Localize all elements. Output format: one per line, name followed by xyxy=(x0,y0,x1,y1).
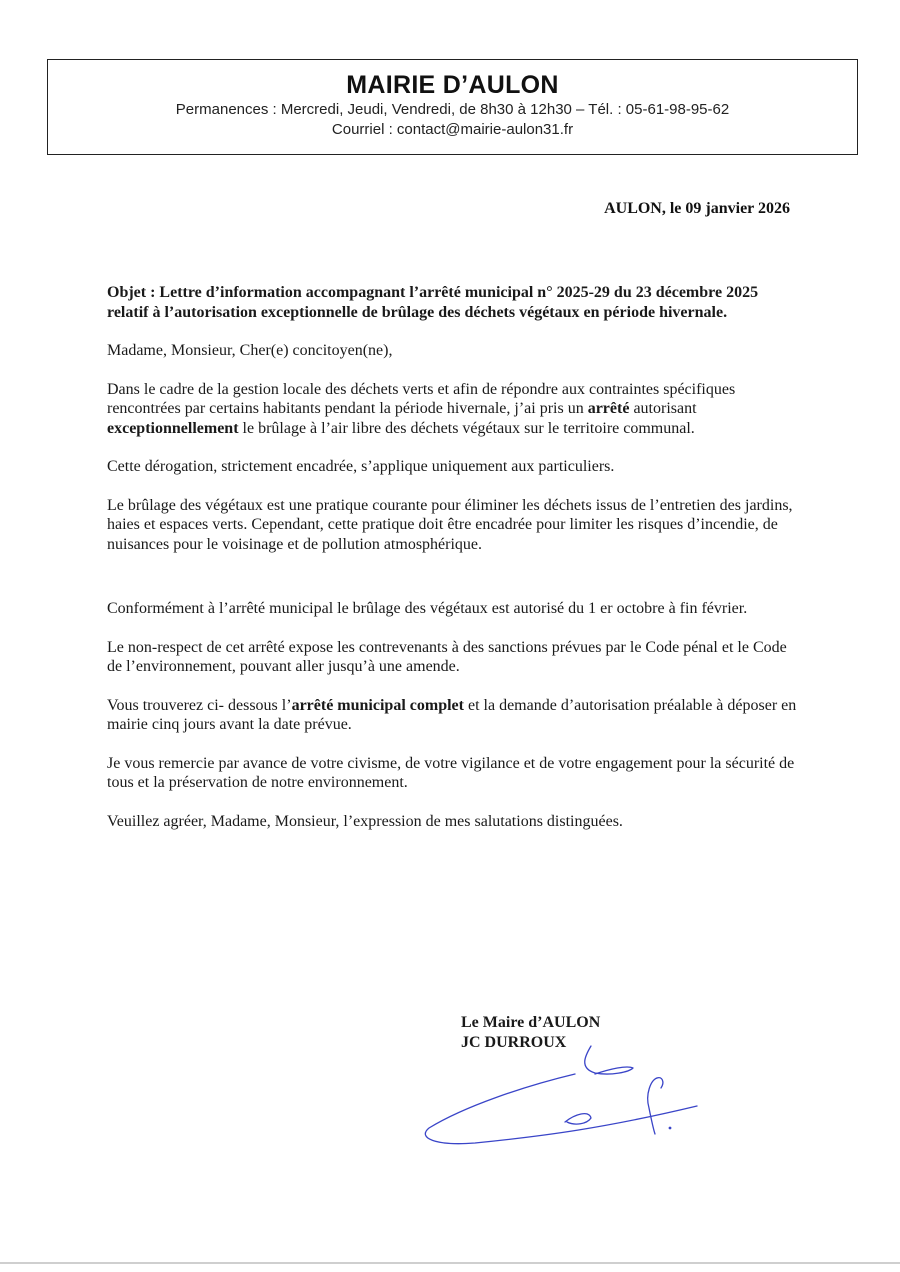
signatory-name: JC DURROUX xyxy=(461,1034,567,1051)
letterhead xyxy=(47,59,858,155)
letter-date: AULON, le 09 janvier 2026 xyxy=(604,200,790,217)
paragraph-context-text-2: autorisant xyxy=(629,400,697,417)
signatory-title: Le Maire d’AULON xyxy=(461,1014,601,1031)
letter-body xyxy=(107,283,797,850)
paragraph-period: Conformément à l’arrêté municipal le brûlage des végétaux est autorisé du 1 er octobre à fin février. xyxy=(107,600,748,617)
page-bottom-edge xyxy=(0,1262,900,1264)
paragraph-documents-text-1: Vous trouverez ci- dessous l’ xyxy=(107,696,292,714)
handwritten-signature xyxy=(415,1028,705,1153)
paragraph-context-text-1: Dans le cadre de la gestion locale des déchets verts et afin de répondre aux contraintes spécifiques rencontrées par certains habitants pendant la période hivernale, j’ai pris un xyxy=(107,380,736,417)
paragraph-documents xyxy=(107,696,797,735)
paragraph-derogation: Cette dérogation, strictement encadrée, s’applique uniquement aux particuliers. xyxy=(107,458,615,475)
paragraph-practice: Le brûlage des végétaux est une pratique courante pour éliminer les déchets issus de l’entretien des jardins, haies et espaces verts. Cependant, cette pratique doit être encadrée pour limiter les risques d’incendie, de nuisances pour le voisinage et de pollution atmosphérique. xyxy=(107,496,793,553)
paragraph-documents-text-2: et la demande d’autorisation préalable à déposer en mairie cinq jours avant la date prévue. xyxy=(107,696,797,733)
paragraph-context xyxy=(107,380,797,439)
contact-email: Courriel : contact@mairie-aulon31.fr xyxy=(331,121,574,138)
bold-arrete: arrêté xyxy=(587,400,630,417)
paragraph-context-text-3: le brûlage à l’air libre des déchets végétaux sur le territoire communal. xyxy=(238,419,695,437)
closing-formula: Veuillez agréer, Madame, Monsieur, l’expression de mes salutations distinguées. xyxy=(107,812,623,830)
town-hall-title: MAIRIE D’AULON xyxy=(346,71,559,99)
bold-exceptionnellement: exceptionnellement xyxy=(107,419,239,437)
paragraph-sanctions: Le non-respect de cet arrêté expose les contrevenants à des sanctions prévues par le Code pénal et le Code de l’environnement, pouvant aller jusqu’à une amende. xyxy=(107,638,787,675)
salutation: Madame, Monsieur, Cher(e) concitoyen(ne), xyxy=(107,342,393,359)
bold-arrete-complet: arrêté municipal complet xyxy=(291,696,464,714)
subject-line: Objet : Lettre d’information accompagnant l’arrêté municipal n° 2025-29 du 23 décembre 2025 relatif à l’autorisation exceptionnelle de brûlage des déchets végétaux en période hivernale. xyxy=(107,284,759,321)
paragraph-thanks: Je vous remercie par avance de votre civisme, de votre vigilance et de votre engagement pour la sécurité de tous et la préservation de notre environnement. xyxy=(107,754,795,791)
office-hours: Permanences : Mercredi, Jeudi, Vendredi, de 8h30 à 12h30 – Tél. : 05-61-98-95-62 xyxy=(175,101,730,118)
